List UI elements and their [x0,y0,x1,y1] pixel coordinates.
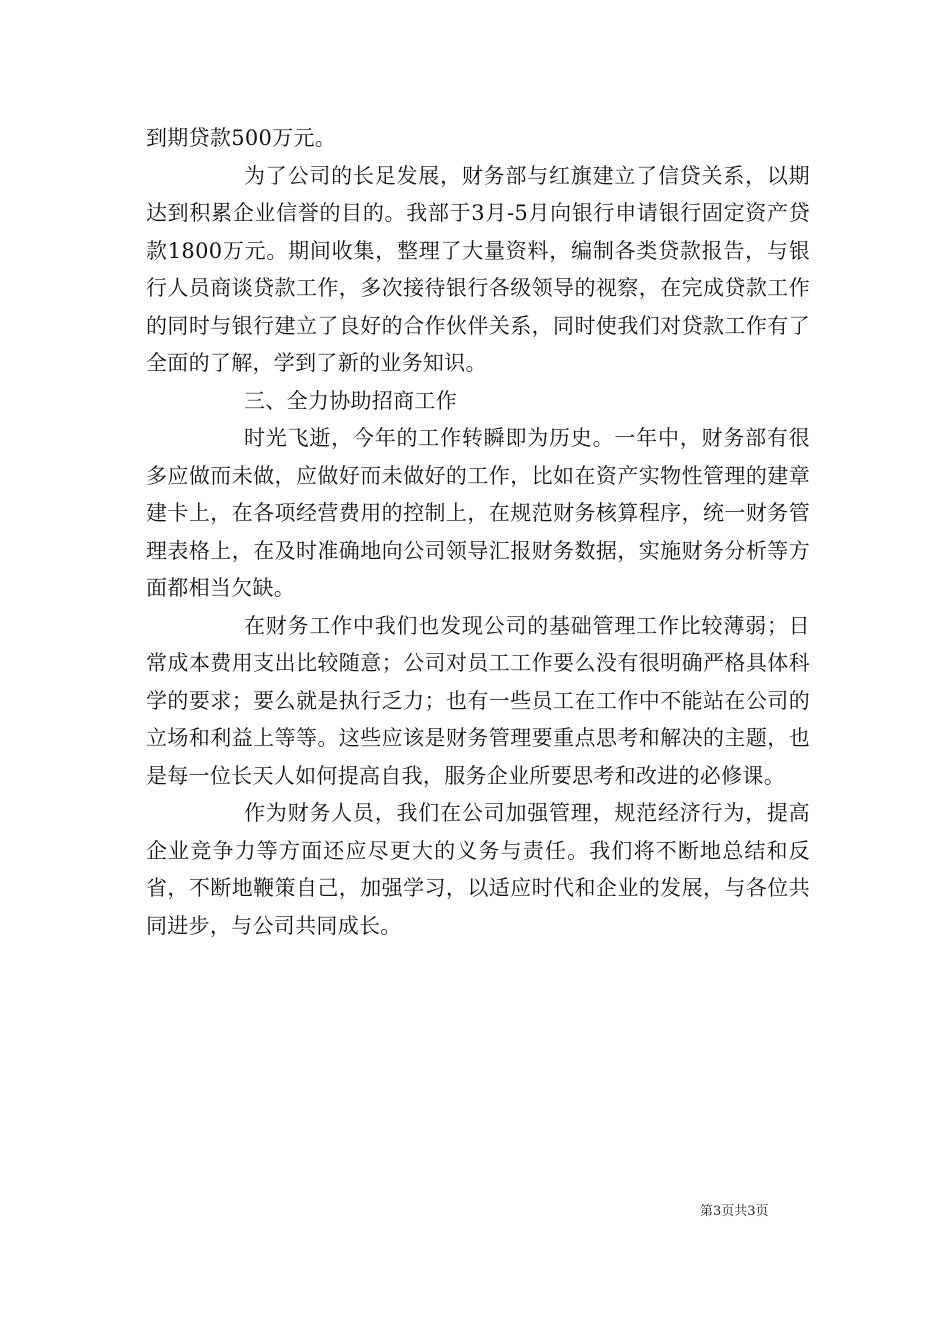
paragraph-credit-relations: 为了公司的长足发展，财务部与红旗建立了信贷关系，以期达到积累企业信誉的目的。我部于3月-5月向银行申请银行固定资产贷款1800万元。期间收集，整理了大量资料，编制各类贷款报告，与银行人员商谈贷款工作，多次接待银行各级领导的视察，在完成贷款工作的同时与银行建立了良好的合作伙伴关系，同时使我们对贷款工作有了全面的了解，学到了新的业务知识。 [146,163,810,375]
page-number-footer: 第3页共3页 [700,1204,769,1219]
paragraph-shortcomings: 时光飞逝，今年的工作转瞬即为历史。一年中，财务部有很多应做而未做，应做好而未做好的工作，比如在资产实物性管理的建章建卡上，在各项经营费用的控制上，在规范财务核算程序，统一财务管理表格上，在及时准确地向公司领导汇报财务数据，实施财务分析等方面都相当欠缺。 [146,426,810,600]
paragraph-conclusion: 作为财务人员，我们在公司加强管理，规范经济行为，提高企业竞争力等方面还应尽更大的义务与责任。我们将不断地总结和反省，不断地鞭策自己，加强学习，以适应时代和企业的发展，与各位共同进步，与公司共同成长。 [146,801,810,938]
section-heading-investment: 三、全力协助招商工作 [244,388,457,413]
paragraph-loan-continuation: 到期贷款500万元。 [146,126,337,150]
paragraph-management-issues: 在财务工作中我们也发现公司的基础管理工作比较薄弱；日常成本费用支出比较随意；公司对员工工作要么没有很明确严格具体科学的要求；要么就是执行乏力；也有一些员工在工作中不能站在公司的立场和利益上等等。这些应该是财务管理要重点思考和解决的主题，也是每一位长天人如何提高自我，服务企业所要思考和改进的必修课。 [146,613,810,788]
document-body [146,120,810,945]
